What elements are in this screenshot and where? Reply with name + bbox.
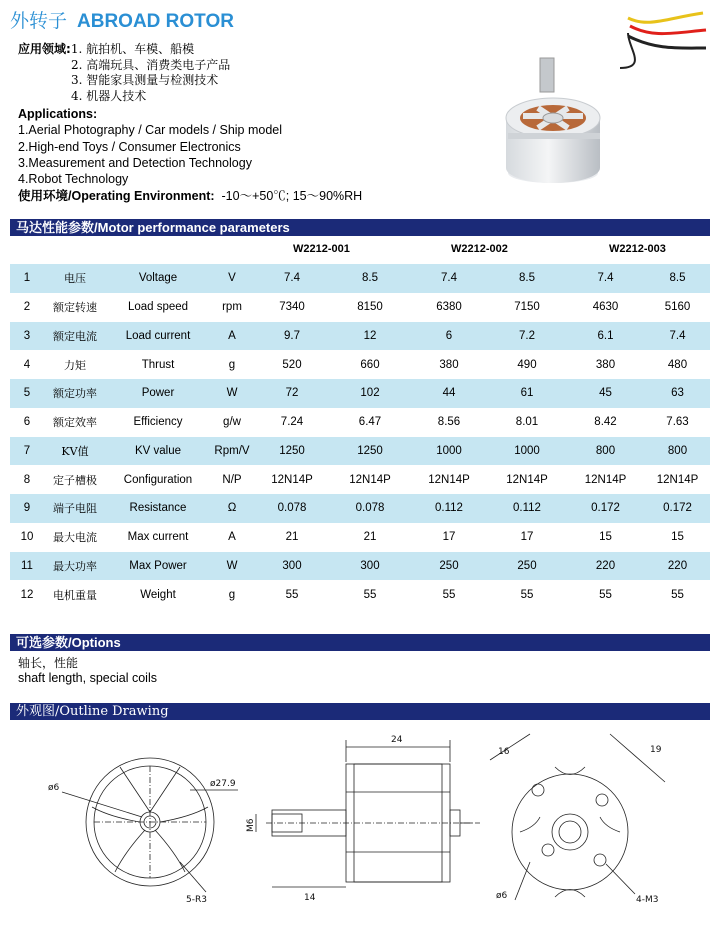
title-en: ABROAD ROTOR — [77, 11, 234, 32]
cell-value: 1000 — [410, 437, 488, 466]
cell-param-en: Voltage — [106, 264, 210, 293]
table-row — [10, 552, 710, 581]
cell-unit: g/w — [210, 408, 254, 437]
cell-value: 300 — [330, 552, 410, 581]
dim-d6-right: ø6 — [496, 891, 508, 901]
cell-value: 800 — [645, 437, 710, 466]
cell-value: 0.112 — [410, 494, 488, 523]
cell-value: 45 — [566, 379, 645, 408]
cell-param-en: KV value — [106, 437, 210, 466]
cell-value: 12N14P — [410, 465, 488, 494]
cell-value: 12N14P — [566, 465, 645, 494]
page-title — [10, 6, 234, 33]
application-en-item: 3.Measurement and Detection Technology — [18, 155, 252, 170]
cell-no: 8 — [10, 465, 44, 494]
cell-unit: A — [210, 322, 254, 351]
cell-value: 12N14P — [488, 465, 566, 494]
cell-param-en: Max current — [106, 523, 210, 552]
cell-value: 300 — [254, 552, 330, 581]
cell-value: 5160 — [645, 293, 710, 322]
cell-value: 55 — [488, 580, 566, 609]
cell-value: 12N14P — [330, 465, 410, 494]
cell-value: 55 — [645, 580, 710, 609]
application-en-label: Applications: — [18, 107, 98, 121]
cell-value: 17 — [410, 523, 488, 552]
cell-value: 72 — [254, 379, 330, 408]
cell-value: 6 — [410, 322, 488, 351]
table-row — [10, 437, 710, 466]
cell-value: 0.172 — [566, 494, 645, 523]
cell-unit: W — [210, 552, 254, 581]
application-en-block — [18, 106, 362, 205]
cell-value: 4630 — [566, 293, 645, 322]
cell-param-cn: 额定电流 — [44, 322, 106, 351]
cell-value: 7.24 — [254, 408, 330, 437]
cell-value: 0.078 — [254, 494, 330, 523]
cell-param-cn: 定子槽极 — [44, 465, 106, 494]
cell-value: 12N14P — [645, 465, 710, 494]
cell-no: 5 — [10, 379, 44, 408]
performance-section-header: 马达性能参数/Motor performance parameters — [10, 219, 710, 236]
cell-param-en: Configuration — [106, 465, 210, 494]
environment-value: -10～+50℃; 15～90%RH — [221, 189, 363, 204]
cell-param-cn: 额定功率 — [44, 379, 106, 408]
table-row — [10, 379, 710, 408]
model-header: W2212-003 — [609, 243, 666, 255]
cell-value: 55 — [410, 580, 488, 609]
cell-value: 17 — [488, 523, 566, 552]
cell-no: 11 — [10, 552, 44, 581]
cell-value: 55 — [566, 580, 645, 609]
cell-param-en: Efficiency — [106, 408, 210, 437]
application-en-item: 1.Aerial Photography / Car models / Ship model — [18, 123, 283, 138]
cell-param-en: Power — [106, 379, 210, 408]
cell-value: 250 — [488, 552, 566, 581]
cell-value: 8.01 — [488, 408, 566, 437]
cell-param-en: Weight — [106, 580, 210, 609]
dim-len24: 24 — [391, 735, 403, 745]
cell-unit: W — [210, 379, 254, 408]
cell-value: 8.5 — [645, 264, 710, 293]
options-section-header: 可选参数/Options — [10, 634, 710, 651]
cell-unit: g — [210, 580, 254, 609]
cell-value: 8150 — [330, 293, 410, 322]
dim-m3: 4-M3 — [636, 895, 659, 905]
table-row — [10, 465, 710, 494]
cell-unit: A — [210, 523, 254, 552]
cell-value: 21 — [330, 523, 410, 552]
dim-m6: M6 — [246, 818, 256, 832]
cell-value: 12N14P — [254, 465, 330, 494]
cell-unit: N/P — [210, 465, 254, 494]
table-row — [10, 523, 710, 552]
cell-value: 0.078 — [330, 494, 410, 523]
options-en: shaft length, special coils — [18, 671, 157, 685]
cell-unit: rpm — [210, 293, 254, 322]
application-cn-item: 4. 机器人技术 — [71, 88, 147, 103]
cell-value: 9.7 — [254, 322, 330, 351]
cell-value: 8.5 — [488, 264, 566, 293]
cell-value: 7340 — [254, 293, 330, 322]
cell-param-cn: 端子电阻 — [44, 494, 106, 523]
table-row — [10, 580, 710, 609]
dim-d19: 19 — [650, 745, 662, 755]
cell-unit: g — [210, 350, 254, 379]
cell-param-en: Load current — [106, 322, 210, 351]
cell-no: 10 — [10, 523, 44, 552]
cell-param-cn: 最大电流 — [44, 523, 106, 552]
model-header: W2212-001 — [293, 243, 350, 255]
cell-value: 6.1 — [566, 322, 645, 351]
cell-param-cn: 额定效率 — [44, 408, 106, 437]
cell-param-en: Max Power — [106, 552, 210, 581]
cell-no: 6 — [10, 408, 44, 437]
cell-value: 12 — [330, 322, 410, 351]
title-cn: 外转子 — [10, 10, 68, 32]
cell-value: 8.56 — [410, 408, 488, 437]
cell-param-cn: 额定转速 — [44, 293, 106, 322]
performance-table — [10, 264, 710, 609]
cell-no: 9 — [10, 494, 44, 523]
cell-value: 1000 — [488, 437, 566, 466]
cell-param-en: Thrust — [106, 350, 210, 379]
cell-value: 380 — [566, 350, 645, 379]
cell-value: 7.2 — [488, 322, 566, 351]
cell-value: 250 — [410, 552, 488, 581]
cell-value: 63 — [645, 379, 710, 408]
application-cn-item: 2. 高端玩具、消费类电子产品 — [71, 57, 231, 72]
cell-value: 61 — [488, 379, 566, 408]
cell-value: 0.172 — [645, 494, 710, 523]
cell-value: 55 — [254, 580, 330, 609]
dim-len14: 14 — [304, 893, 316, 903]
cell-value: 7150 — [488, 293, 566, 322]
cell-value: 220 — [645, 552, 710, 581]
model-header: W2212-002 — [451, 243, 508, 255]
application-cn-label: 应用领域: — [18, 42, 71, 56]
cell-value: 480 — [645, 350, 710, 379]
cell-no: 3 — [10, 322, 44, 351]
environment-line — [18, 188, 362, 204]
cell-value: 7.4 — [410, 264, 488, 293]
application-cn-block — [18, 42, 230, 104]
cell-value: 15 — [645, 523, 710, 552]
cell-no: 2 — [10, 293, 44, 322]
cell-no: 7 — [10, 437, 44, 466]
cell-value: 490 — [488, 350, 566, 379]
cell-unit: Rpm/V — [210, 437, 254, 466]
table-row — [10, 350, 710, 379]
dim-d16: 16 — [498, 747, 510, 757]
cell-value: 0.112 — [488, 494, 566, 523]
dim-d6-left: ø6 — [48, 783, 60, 793]
application-en-item: 2.High-end Toys / Consumer Electronics — [18, 139, 241, 154]
cell-value: 7.4 — [645, 322, 710, 351]
cell-value: 220 — [566, 552, 645, 581]
cell-unit: V — [210, 264, 254, 293]
cell-value: 8.42 — [566, 408, 645, 437]
rear-view — [490, 734, 665, 900]
cell-value: 102 — [330, 379, 410, 408]
cell-value: 6.47 — [330, 408, 410, 437]
table-row — [10, 264, 710, 293]
dim-r3: 5-R3 — [186, 895, 207, 905]
cell-param-cn: 最大功率 — [44, 552, 106, 581]
cell-value: 44 — [410, 379, 488, 408]
cell-value: 800 — [566, 437, 645, 466]
cell-param-cn: KV值 — [44, 437, 106, 466]
table-row — [10, 293, 710, 322]
cell-no: 12 — [10, 580, 44, 609]
cell-value: 6380 — [410, 293, 488, 322]
cell-param-cn: 力矩 — [44, 350, 106, 379]
cell-param-en: Load speed — [106, 293, 210, 322]
dim-d27-9: ø27.9 — [210, 779, 236, 789]
environment-label: 使用环境/Operating Environment: — [18, 189, 215, 204]
cell-value: 55 — [330, 580, 410, 609]
cell-value: 520 — [254, 350, 330, 379]
cell-value: 8.5 — [330, 264, 410, 293]
options-cn: 轴长，性能 — [18, 656, 79, 670]
table-row — [10, 322, 710, 351]
cell-value: 380 — [410, 350, 488, 379]
outline-section-header: 外观图/Outline Drawing — [10, 703, 710, 720]
cell-value: 7.63 — [645, 408, 710, 437]
side-view — [256, 740, 480, 887]
application-en-item: 4.Robot Technology — [18, 172, 129, 187]
motor-photo — [478, 8, 710, 198]
cell-value: 1250 — [330, 437, 410, 466]
application-cn-item: 3. 智能家具测量与检测技术 — [71, 73, 219, 87]
application-cn-item: 1. 航拍机、车模、船模 — [70, 42, 195, 56]
cell-value: 21 — [254, 523, 330, 552]
cell-value: 1250 — [254, 437, 330, 466]
cell-param-cn: 电机重量 — [44, 580, 106, 609]
table-row — [10, 494, 710, 523]
cell-no: 4 — [10, 350, 44, 379]
cell-value: 7.4 — [566, 264, 645, 293]
cell-value: 660 — [330, 350, 410, 379]
cell-no: 1 — [10, 264, 44, 293]
cell-value: 15 — [566, 523, 645, 552]
cell-value: 7.4 — [254, 264, 330, 293]
table-row — [10, 408, 710, 437]
cell-param-cn: 电压 — [44, 264, 106, 293]
outline-drawing — [10, 722, 710, 932]
cell-unit: Ω — [210, 494, 254, 523]
cell-param-en: Resistance — [106, 494, 210, 523]
